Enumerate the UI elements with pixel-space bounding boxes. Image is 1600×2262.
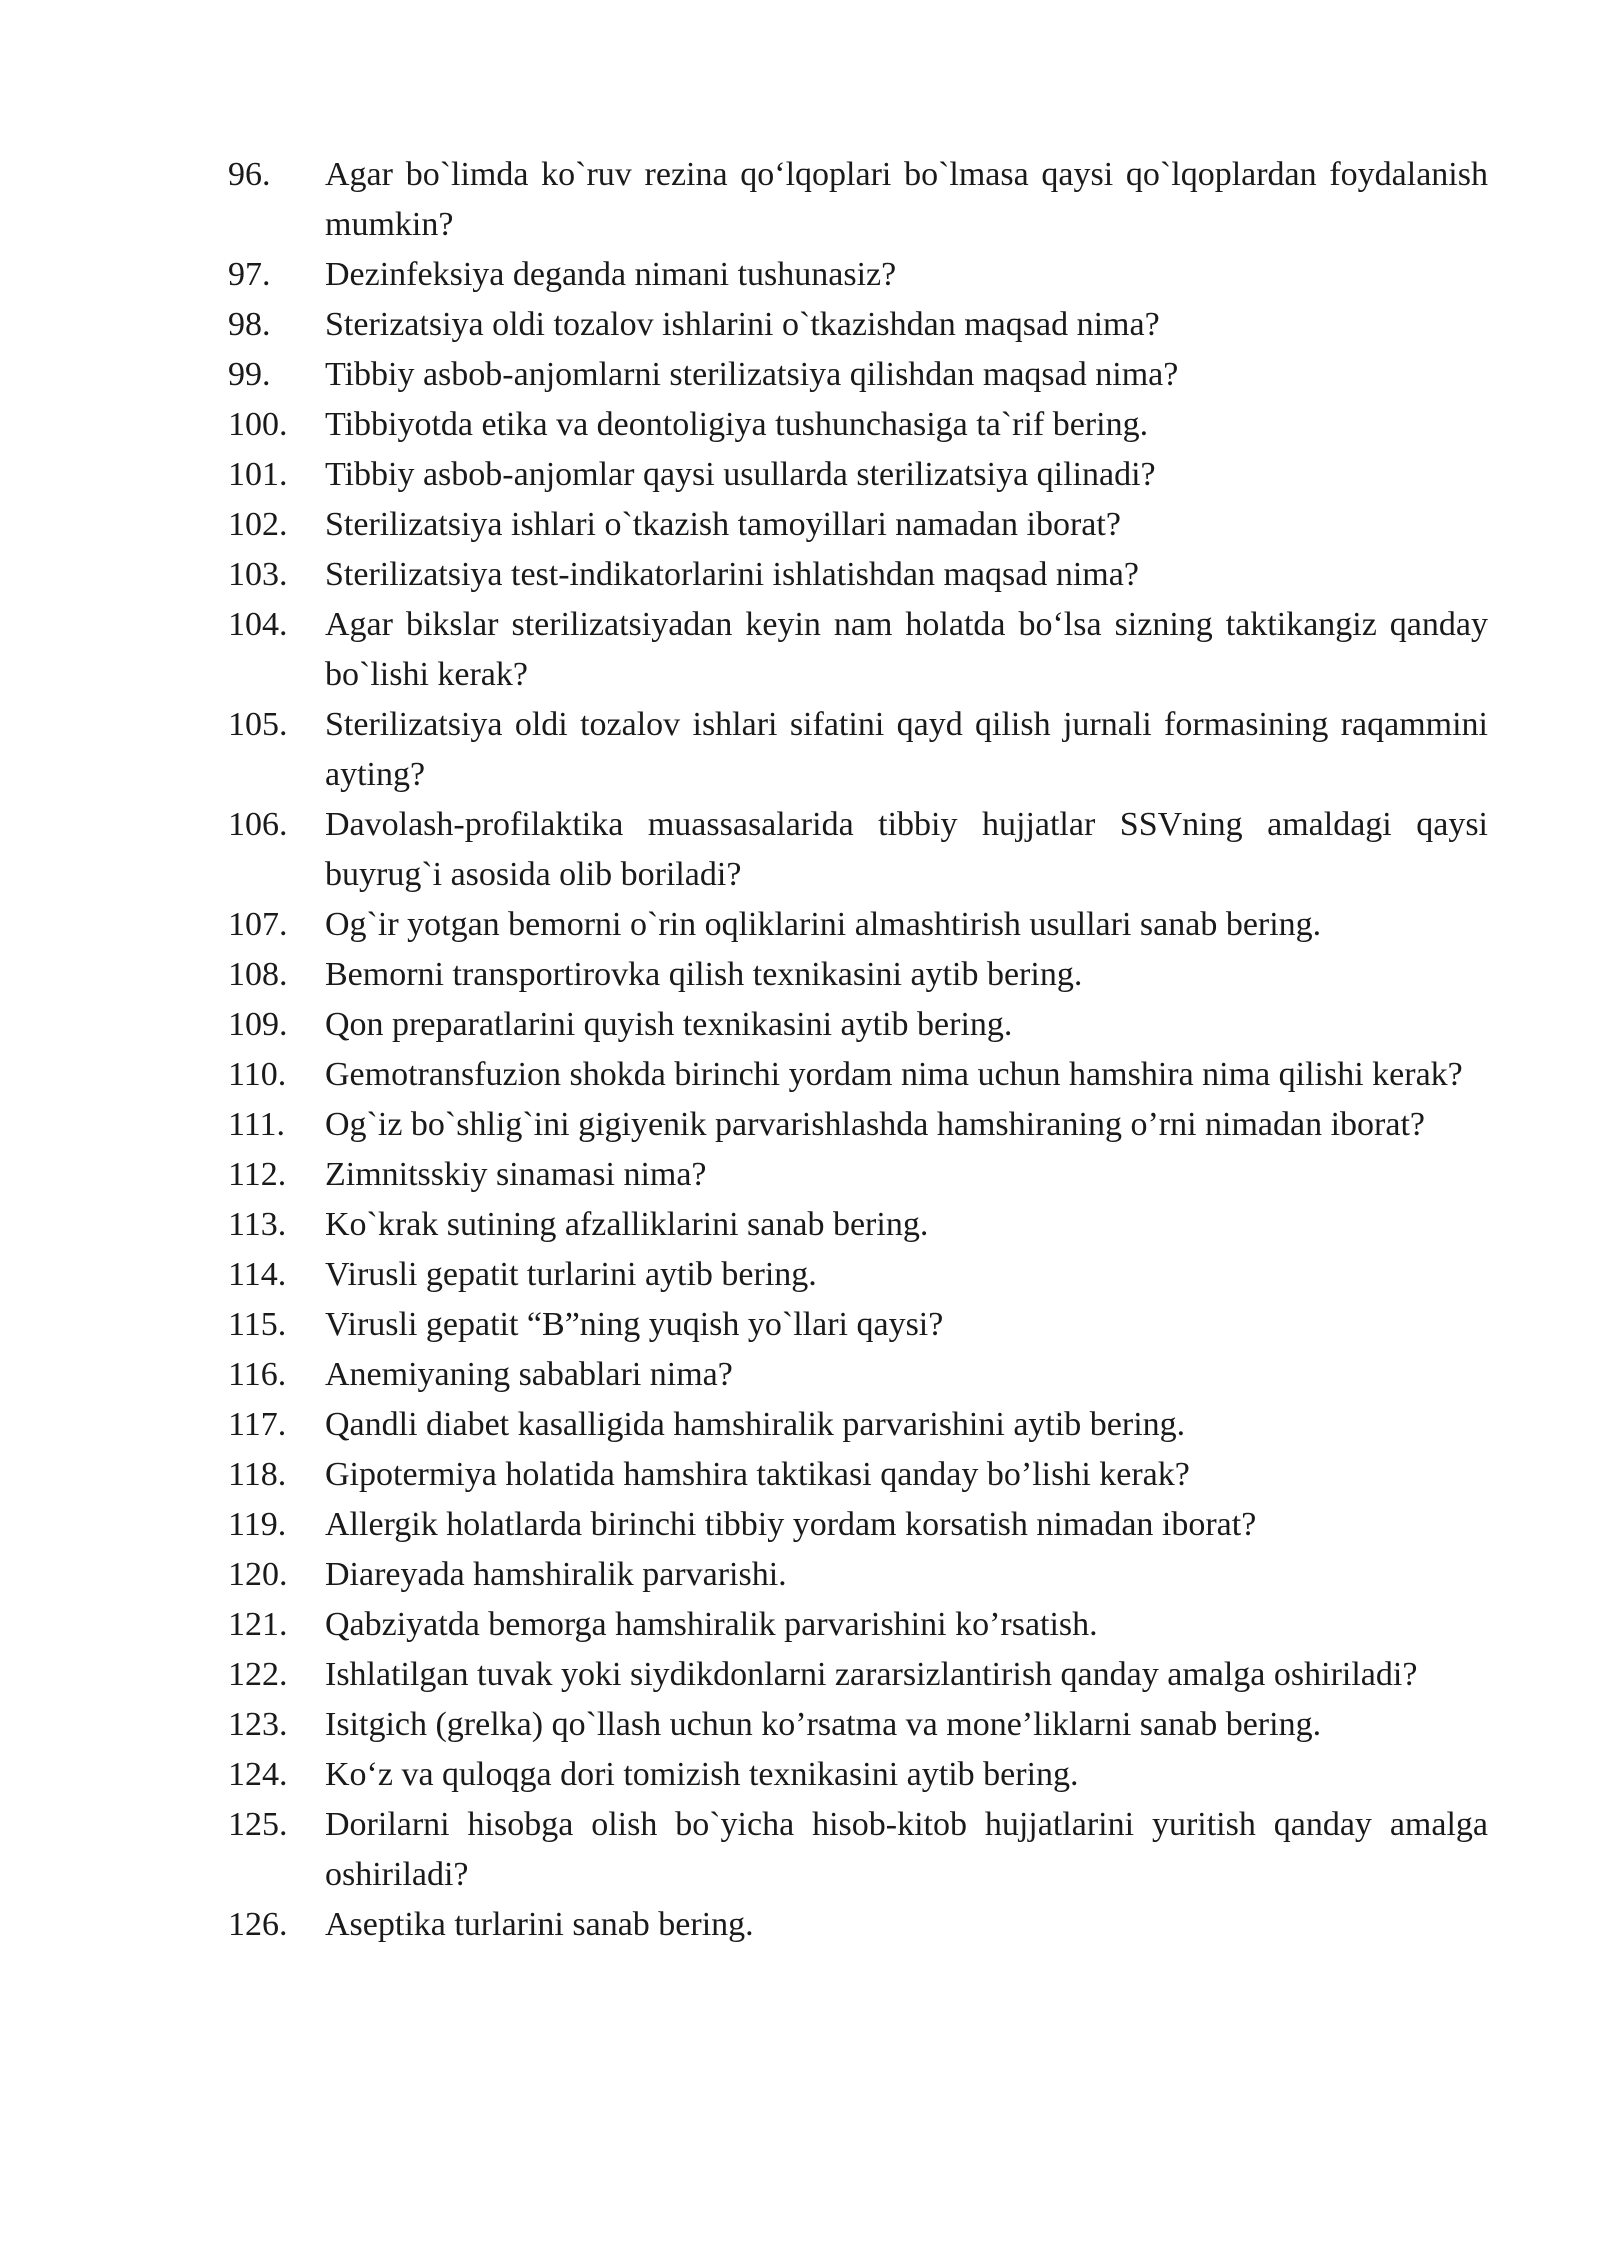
question-text: Gemotransfuzion shokda birinchi yordam nima uchun hamshira nima qilishi kerak? (325, 1056, 1463, 1093)
question-item (228, 1350, 1488, 1400)
question-number: 98. (228, 306, 271, 343)
question-item (228, 1100, 1488, 1150)
question-item (228, 1600, 1488, 1650)
question-number: 123. (228, 1706, 288, 1743)
question-item (228, 1050, 1488, 1100)
question-item (228, 1700, 1488, 1750)
question-item (228, 700, 1488, 800)
question-item (228, 1200, 1488, 1250)
question-number: 121. (228, 1606, 288, 1643)
question-number: 101. (228, 456, 288, 493)
question-text: Agar bikslar sterilizatsiyadan keyin nam holatda bo‘lsa sizning taktikangiz qanday bo`lishi kerak? (325, 606, 1488, 693)
question-item (228, 1400, 1488, 1450)
question-text: Ko‘z va quloqga dori tomizish texnikasini aytib bering. (325, 1756, 1079, 1793)
question-text: Gipotermiya holatida hamshira taktikasi qanday bo’lishi kerak? (325, 1456, 1190, 1493)
question-number: 114. (228, 1256, 287, 1293)
question-item (228, 350, 1488, 400)
question-text: Sterilizatsiya test-indikatorlarini ishlatishdan maqsad nima? (325, 556, 1139, 593)
question-item (228, 550, 1488, 600)
question-item (228, 1450, 1488, 1500)
question-text: Ko`krak sutining afzalliklarini sanab bering. (325, 1206, 929, 1243)
question-number: 116. (228, 1356, 287, 1393)
question-list (228, 150, 1488, 1950)
question-number: 112. (228, 1156, 287, 1193)
question-item (228, 1550, 1488, 1600)
question-item (228, 1750, 1488, 1800)
question-text: Tibbiy asbob-anjomlar qaysi usullarda sterilizatsiya qilinadi? (325, 456, 1156, 493)
question-text: Og`ir yotgan bemorni o`rin oqliklarini almashtirish usullari sanab bering. (325, 906, 1322, 943)
question-text: Qon preparatlarini quyish texnikasini aytib bering. (325, 1006, 1013, 1043)
question-item (228, 450, 1488, 500)
question-text: Virusli gepatit turlarini aytib bering. (325, 1256, 817, 1293)
question-text: Og`iz bo`shlig`ini gigiyenik parvarishlashda hamshiraning o’rni nimadan iborat? (325, 1106, 1426, 1143)
question-text: Sterizatsiya oldi tozalov ishlarini o`tkazishdan maqsad nima? (325, 306, 1160, 343)
question-text: Virusli gepatit “B”ning yuqish yo`llari qaysi? (325, 1306, 944, 1343)
question-number: 122. (228, 1656, 288, 1693)
question-item (228, 1300, 1488, 1350)
question-number: 105. (228, 706, 288, 743)
question-text: Tibbiyotda etika va deontoligiya tushunchasiga ta`rif bering. (325, 406, 1149, 443)
question-number: 120. (228, 1556, 288, 1593)
question-item (228, 500, 1488, 550)
question-item (228, 1150, 1488, 1200)
question-number: 96. (228, 156, 271, 193)
question-item (228, 600, 1488, 700)
question-item (228, 300, 1488, 350)
question-item (228, 950, 1488, 1000)
question-number: 113. (228, 1206, 287, 1243)
question-number: 102. (228, 506, 288, 543)
question-item (228, 1650, 1488, 1700)
question-number: 111. (228, 1106, 285, 1143)
question-text: Bemorni transportirovka qilish texnikasini aytib bering. (325, 956, 1083, 993)
question-item (228, 400, 1488, 450)
question-text: Ishlatilgan tuvak yoki siydikdonlarni zararsizlantirish qanday amalga oshiriladi? (325, 1656, 1418, 1693)
question-item (228, 150, 1488, 250)
question-item (228, 800, 1488, 900)
question-number: 104. (228, 606, 288, 643)
question-number: 110. (228, 1056, 287, 1093)
question-text: Allergik holatlarda birinchi tibbiy yordam korsatish nimadan iborat? (325, 1506, 1257, 1543)
question-number: 106. (228, 806, 288, 843)
question-text: Davolash-profilaktika muassasalarida tibbiy hujjatlar SSVning amaldagi qaysi buyrug`i asosida olib boriladi? (325, 806, 1488, 893)
question-number: 125. (228, 1806, 288, 1843)
question-text: Agar bo`limda ko`ruv rezina qo‘lqoplari bo`lmasa qaysi qo`lqoplardan foydalanish mumkin? (325, 156, 1488, 243)
question-number: 99. (228, 356, 271, 393)
question-text: Dezinfeksiya deganda nimani tushunasiz? (325, 256, 897, 293)
question-number: 119. (228, 1506, 287, 1543)
question-item (228, 1250, 1488, 1300)
question-number: 109. (228, 1006, 288, 1043)
question-text: Tibbiy asbob-anjomlarni sterilizatsiya qilishdan maqsad nima? (325, 356, 1179, 393)
question-item (228, 250, 1488, 300)
question-text: Diareyada hamshiralik parvarishi. (325, 1556, 787, 1593)
question-number: 100. (228, 406, 288, 443)
question-text: Isitgich (grelka) qo`llash uchun ko’rsatma va mone’liklarni sanab bering. (325, 1706, 1322, 1743)
question-number: 118. (228, 1456, 287, 1493)
question-item (228, 1500, 1488, 1550)
question-text: Zimnitsskiy sinamasi nima? (325, 1156, 707, 1193)
question-number: 126. (228, 1906, 288, 1943)
question-text: Aseptika turlarini sanab bering. (325, 1906, 754, 1943)
question-item (228, 1900, 1488, 1950)
question-item (228, 1800, 1488, 1900)
question-text: Anemiyaning sabablari nima? (325, 1356, 733, 1393)
question-number: 107. (228, 906, 288, 943)
question-number: 124. (228, 1756, 288, 1793)
question-number: 108. (228, 956, 288, 993)
question-text: Qabziyatda bemorga hamshiralik parvarishini ko’rsatish. (325, 1606, 1098, 1643)
question-number: 117. (228, 1406, 287, 1443)
question-text: Qandli diabet kasalligida hamshiralik parvarishini aytib bering. (325, 1406, 1186, 1443)
question-item (228, 900, 1488, 950)
question-number: 103. (228, 556, 288, 593)
question-item (228, 1000, 1488, 1050)
question-text: Sterilizatsiya ishlari o`tkazish tamoyillari namadan iborat? (325, 506, 1121, 543)
question-text: Sterilizatsiya oldi tozalov ishlari sifatini qayd qilish jurnali formasining raqammini ayting? (325, 706, 1488, 793)
question-number: 97. (228, 256, 271, 293)
question-number: 115. (228, 1306, 287, 1343)
question-text: Dorilarni hisobga olish bo`yicha hisob-kitob hujjatlarini yuritish qanday amalga oshiriladi? (325, 1806, 1488, 1893)
